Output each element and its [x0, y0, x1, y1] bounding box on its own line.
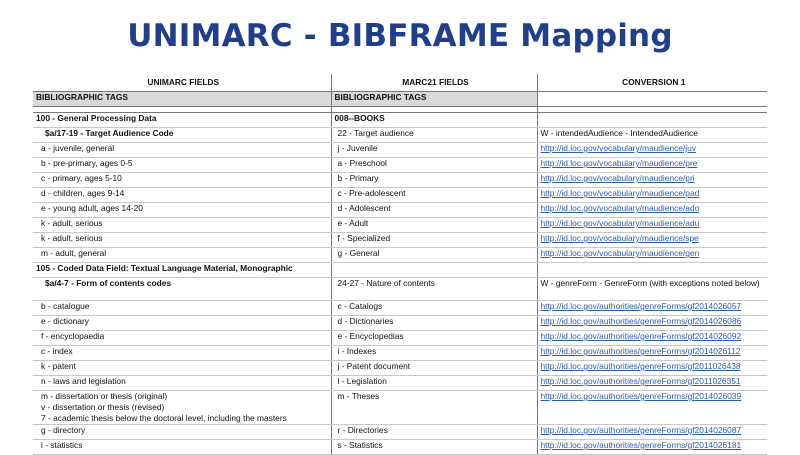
- tags-cell-unimarc: BIBLIOGRAPHIC TAGS: [33, 92, 331, 107]
- table-row: [33, 188, 767, 203]
- conversion-cell: W - intendedAudience - IntendedAudience: [537, 128, 767, 143]
- conversion-link[interactable]: http://id.loc.gov/authorities/genreForms/gf2014026087: [537, 425, 767, 440]
- conversion-link[interactable]: http://id.loc.gov/vocabulary/maudience/gen: [537, 248, 767, 263]
- table-row: [33, 376, 767, 391]
- marc21-cell: m - Theses: [331, 391, 537, 425]
- marc21-cell: c - Pre-adolescent: [331, 188, 537, 203]
- unimarc-cell-line: v - dissertation or thesis (revised): [41, 402, 165, 412]
- marc21-cell: b - Primary: [331, 173, 537, 188]
- unimarc-cell-line: m - dissertation or thesis (original): [41, 391, 168, 401]
- marc21-cell: 22 - Target audience: [331, 128, 537, 143]
- table-row: [33, 263, 767, 278]
- marc21-cell: 24-27 - Nature of contents: [331, 278, 537, 301]
- header-row: [33, 74, 767, 92]
- conversion-link[interactable]: http://id.loc.gov/vocabulary/maudience/ado: [537, 203, 767, 218]
- unimarc-cell: [33, 391, 331, 425]
- tags-row: [33, 92, 767, 107]
- slide-title: UNIMARC - BIBFRAME Mapping: [127, 18, 673, 54]
- marc21-cell: c - Catalogs: [331, 301, 537, 316]
- conversion-link[interactable]: http://id.loc.gov/vocabulary/maudience/pre: [537, 158, 767, 173]
- unimarc-cell: e - young adult, ages 14-20: [33, 203, 331, 218]
- marc21-cell: i - Indexes: [331, 346, 537, 361]
- table-row: [33, 173, 767, 188]
- conversion-link[interactable]: http://id.loc.gov/vocabulary/maudience/spe: [537, 233, 767, 248]
- table-row: [33, 425, 767, 440]
- unimarc-cell: m - adult, general: [33, 248, 331, 263]
- section-heading: 105 - Coded Data Field: Textual Language Material, Monographic: [33, 263, 331, 278]
- unimarc-cell: k - adult, serious: [33, 218, 331, 233]
- marc21-cell: [331, 263, 537, 278]
- table-row: [33, 203, 767, 218]
- unimarc-cell: a - juvenile, general: [33, 143, 331, 158]
- table-row: [33, 218, 767, 233]
- unimarc-cell-line: 7 - academic thesis below the doctoral level, including the masters: [41, 413, 287, 423]
- unimarc-cell: n - laws and legislation: [33, 376, 331, 391]
- tags-cell-marc21: BIBLIOGRAPHIC TAGS: [331, 92, 537, 107]
- marc21-cell: d - Adolescent: [331, 203, 537, 218]
- column-header-unimarc: UNIMARC FIELDS: [33, 74, 331, 92]
- conversion-link[interactable]: http://id.loc.gov/authorities/genreForms/gf2014026039: [537, 391, 767, 425]
- marc21-cell: j - Juvenile: [331, 143, 537, 158]
- section-heading: 100 - General Processing Data: [33, 113, 331, 128]
- table-row: [33, 331, 767, 346]
- marc21-cell: j - Patent document: [331, 361, 537, 376]
- table-row: [33, 440, 767, 455]
- unimarc-cell: c - index: [33, 346, 331, 361]
- marc21-cell: a - Preschool: [331, 158, 537, 173]
- table-row: [33, 248, 767, 263]
- marc21-cell: d - Dictionaries: [331, 316, 537, 331]
- table-row: [33, 158, 767, 173]
- subfield-heading: $a/4-7 - Form of contents codes: [33, 278, 331, 301]
- table-row: [33, 128, 767, 143]
- table-row: [33, 316, 767, 331]
- conversion-link[interactable]: http://id.loc.gov/authorities/genreForms/gf2014026086: [537, 316, 767, 331]
- unimarc-cell: e - dictionary: [33, 316, 331, 331]
- conversion-link[interactable]: http://id.loc.gov/vocabulary/maudience/pad: [537, 188, 767, 203]
- unimarc-cell: b - pre-primary, ages 0-5: [33, 158, 331, 173]
- table-row: [33, 113, 767, 128]
- conversion-link[interactable]: http://id.loc.gov/authorities/genreForms/gf2011026351: [537, 376, 767, 391]
- conversion-link[interactable]: http://id.loc.gov/vocabulary/maudience/pri: [537, 173, 767, 188]
- marc21-cell: e - Adult: [331, 218, 537, 233]
- conversion-link[interactable]: http://id.loc.gov/authorities/genreForms/gf2014026181: [537, 440, 767, 455]
- conversion-cell: [537, 263, 767, 278]
- conversion-link[interactable]: http://id.loc.gov/authorities/genreForms/gf2011026438: [537, 361, 767, 376]
- conversion-link[interactable]: http://id.loc.gov/authorities/genreForms/gf2014026112: [537, 346, 767, 361]
- column-header-marc21: MARC21 FIELDS: [331, 74, 537, 92]
- conversion-cell: W - genreForm - GenreForm (with exceptions noted below): [537, 278, 767, 301]
- conversion-link[interactable]: http://id.loc.gov/vocabulary/maudience/adu: [537, 218, 767, 233]
- marc21-cell: r - Directories: [331, 425, 537, 440]
- table-row: [33, 346, 767, 361]
- conversion-link[interactable]: http://id.loc.gov/authorities/genreForms/gf2014026092: [537, 331, 767, 346]
- marc21-cell: s - Statistics: [331, 440, 537, 455]
- conversion-link[interactable]: http://id.loc.gov/authorities/genreForms/gf2014026057: [537, 301, 767, 316]
- conversion-cell: [537, 113, 767, 128]
- subfield-heading: $a/17-19 - Target Audience Code: [33, 128, 331, 143]
- table-row: [33, 278, 767, 301]
- unimarc-cell: d - children, ages 9-14: [33, 188, 331, 203]
- marc21-cell: f - Specialized: [331, 233, 537, 248]
- marc21-cell: 008--BOOKS: [331, 113, 537, 128]
- table-row: [33, 301, 767, 316]
- unimarc-cell: c - primary, ages 5-10: [33, 173, 331, 188]
- mapping-table: [33, 74, 767, 455]
- marc21-cell: g - General: [331, 248, 537, 263]
- unimarc-cell: i - statistics: [33, 440, 331, 455]
- conversion-link[interactable]: http://id.loc.gov/vocabulary/maudience/juv: [537, 143, 767, 158]
- marc21-cell: l - Legislation: [331, 376, 537, 391]
- unimarc-cell: f - encyclopaedia: [33, 331, 331, 346]
- table-row: [33, 233, 767, 248]
- column-header-conversion: CONVERSION 1: [537, 74, 767, 92]
- unimarc-cell: k - adult, serious: [33, 233, 331, 248]
- unimarc-cell: b - catalogue: [33, 301, 331, 316]
- marc21-cell: e - Encyclopedias: [331, 331, 537, 346]
- table-row: [33, 391, 767, 425]
- table-row: [33, 361, 767, 376]
- unimarc-cell: g - directory: [33, 425, 331, 440]
- tags-cell-conversion: [537, 92, 767, 107]
- table-row: [33, 143, 767, 158]
- unimarc-cell: k - patent: [33, 361, 331, 376]
